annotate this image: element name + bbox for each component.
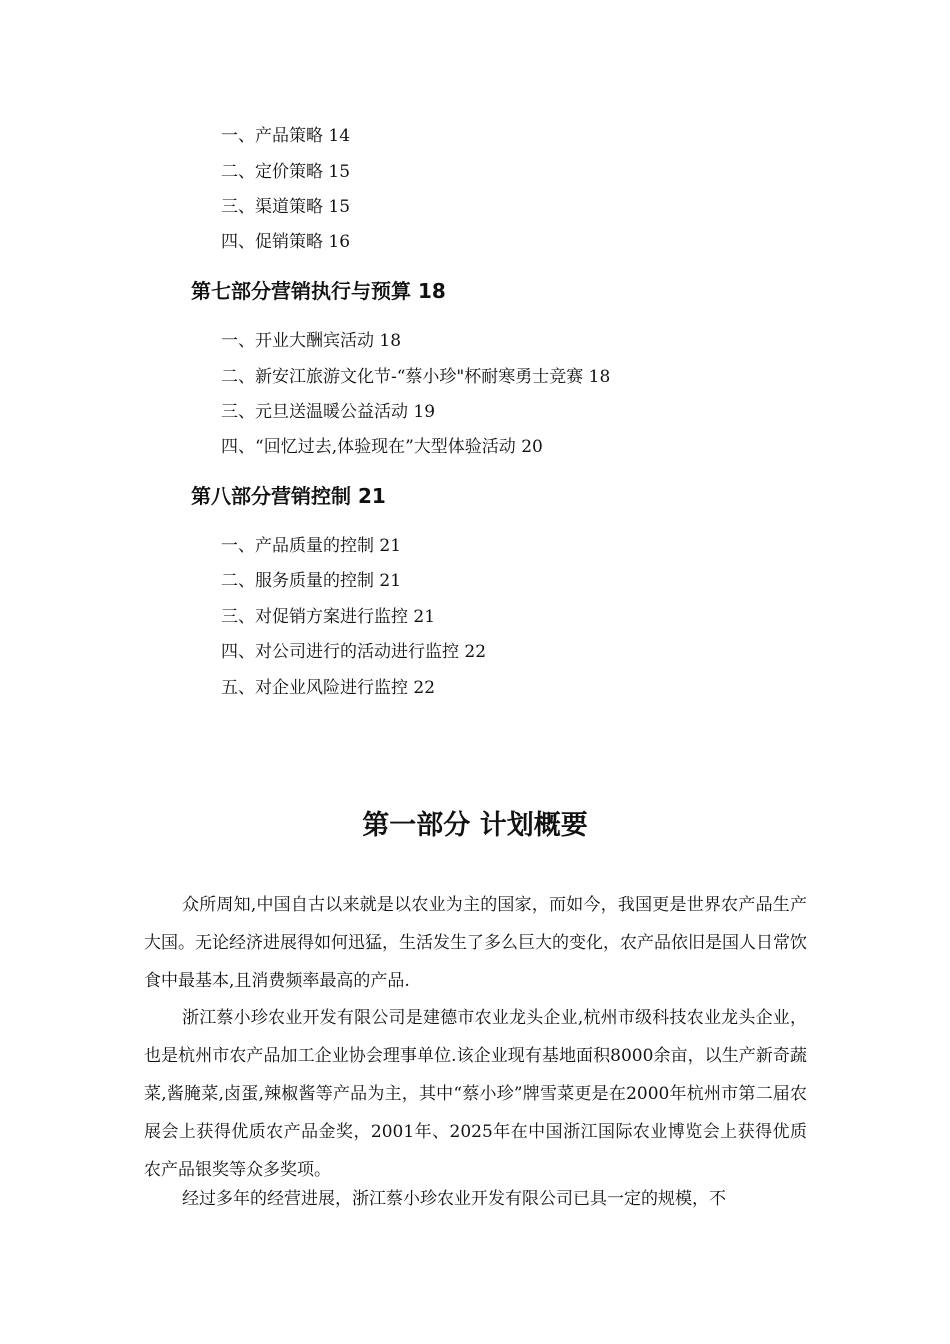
toc-heading-part7[interactable]: 第七部分营销执行与预算 18 (191, 279, 446, 303)
toc-item[interactable]: 二、新安江旅游文化节-“蔡小珍"杯耐寒勇士竞赛 18 (221, 367, 611, 387)
toc-item[interactable]: 五、对企业风险进行监控 22 (221, 678, 436, 698)
toc-item[interactable]: 二、定价策略 15 (221, 162, 351, 182)
toc-item[interactable]: 四、“回忆过去,体验现在”大型体验活动 20 (221, 437, 543, 457)
toc-item[interactable]: 一、开业大酬宾活动 18 (221, 331, 402, 351)
toc-item[interactable]: 四、对公司进行的活动进行监控 22 (221, 642, 487, 662)
toc-item[interactable]: 三、渠道策略 15 (221, 197, 351, 217)
toc-item[interactable]: 三、对促销方案进行监控 21 (221, 607, 436, 627)
body-paragraph: 经过多年的经营进展，浙江蔡小珍农业开发有限公司已具一定的规模，不 (182, 1189, 726, 1209)
toc-heading-part8[interactable]: 第八部分营销控制 21 (191, 484, 386, 508)
toc-item[interactable]: 四、促销策略 16 (221, 232, 351, 252)
section-title: 第一部分 计划概要 (362, 810, 588, 841)
toc-item[interactable]: 一、产品质量的控制 21 (221, 536, 402, 556)
toc-item[interactable]: 三、元旦送温暖公益活动 19 (221, 402, 436, 422)
toc-item[interactable]: 二、服务质量的控制 21 (221, 571, 402, 591)
body-paragraph: 众所周知,中国自古以来就是以农业为主的国家，而如今，我国更是世界农产品生产大国。无论经济进展得如何迅猛，生活发生了多么巨大的变化，农产品依旧是国人日常饮食中最基本,且消费频率最高的产品. (144, 895, 807, 991)
toc-item[interactable]: 一、产品策略 14 (221, 126, 351, 146)
body-paragraph: 浙江蔡小珍农业开发有限公司是建德市农业龙头企业,杭州市级科技农业龙头企业，也是杭州市农产品加工企业协会理事单位.该企业现有基地面积8000余亩，以生产新奇蔬菜,酱腌菜,卤蛋,辣椒酱等产品为主，其中“蔡小珍”牌雪菜更是在2000年杭州市第二届农展会上获得优质农产品金奖，2001年、2025年在中国浙江国际农业博览会上获得优质农产品银奖等众多奖项。 (144, 1008, 807, 1180)
